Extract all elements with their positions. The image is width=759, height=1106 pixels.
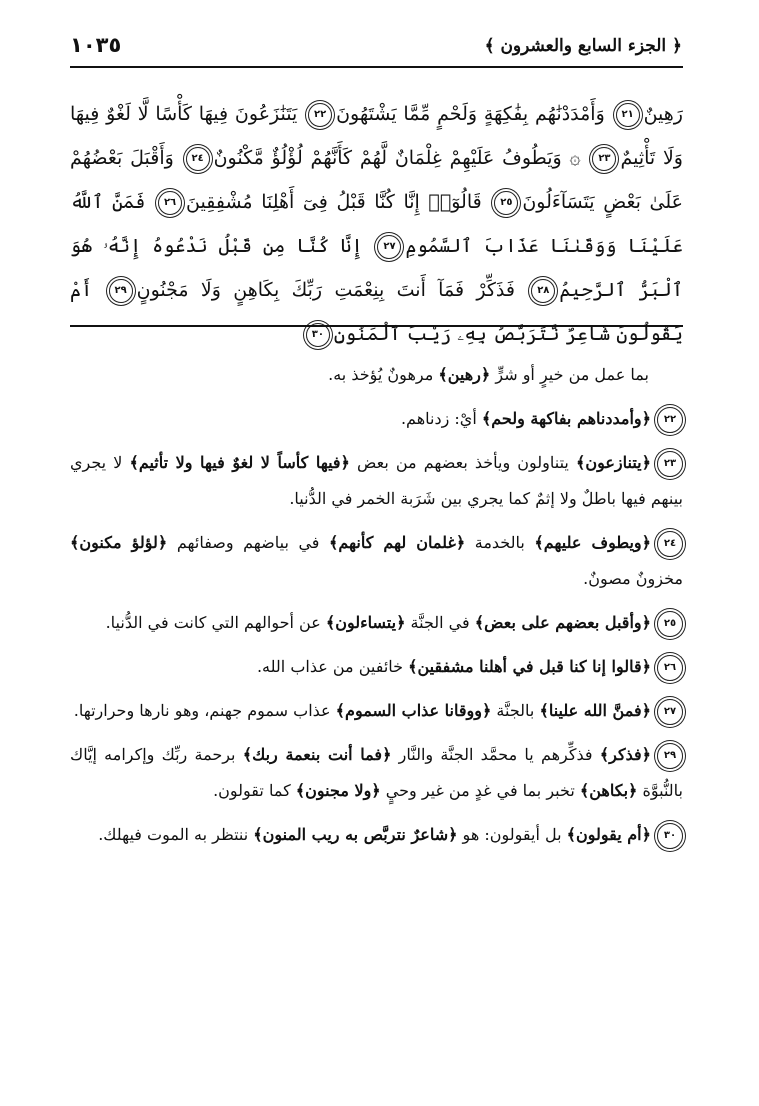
verse-number-marker: ٢٥: [494, 191, 518, 215]
section-divider: [70, 325, 683, 327]
commentary-verse-marker: ٢٩: [657, 743, 683, 769]
quoted-verse-phrase: ﴿قالوا إنا كنا قبل في أهلنا مشفقين﴾: [408, 657, 651, 676]
quoted-verse-phrase: ﴿وأمددناهم بفاكهة ولحم﴾: [481, 409, 651, 428]
quoted-verse-phrase: ﴿ولا مجنون﴾: [295, 781, 381, 800]
quoted-verse-phrase: ﴿يتنازعون﴾: [575, 453, 651, 472]
commentary-text: فذكِّرهم يا محمَّد الجنَّة والنَّار: [391, 745, 600, 764]
quran-text-block: [70, 92, 683, 356]
verse-text: ۞ وَيَطُوفُ عَلَيْهِمْ غِلْمَانٌ لَّهُمْ كَأَنَّهُمْ لُؤْلُؤٌ مَّكْنُونٌ: [213, 147, 581, 169]
verse-text: أَمْ يَقُولُونَ شَاعِرٌ نَّتَرَبَّصُ بِهِۦ رَيْبَ ٱلْمَنُونِ: [70, 279, 683, 345]
commentary-entry: [70, 693, 683, 729]
verse-number-marker: ٢٢: [308, 103, 332, 127]
commentary-text: ننتظر به الموت فيهلك.: [98, 825, 254, 844]
quoted-verse-phrase: ﴿شاعرٌ نتربَّص به ريب المنون﴾: [253, 825, 458, 844]
quoted-verse-phrase: ﴿رهين﴾: [438, 365, 491, 384]
commentary-text: مخزونٌ مصونٌ.: [583, 569, 683, 588]
verse-text: قَالُوٓا۟ إِنَّا كُنَّا قَبْلُ فِىٓ أَهْلِنَا مُشْفِقِينَ: [186, 191, 482, 213]
verse-text: يَتَنَٰزَعُونَ فِيهَا كَأْسًا لَّا لَغْوٌ فِيهَا وَلَا تَأْثِيمٌ: [70, 103, 683, 169]
quoted-verse-phrase: ﴿فذكر﴾: [599, 745, 651, 764]
commentary-block: [70, 357, 683, 861]
commentary-text: بالجنَّة: [491, 701, 540, 720]
commentary-text: مرهونٌ يُؤخذ به.: [328, 365, 439, 384]
commentary-verse-marker: ٢٤: [657, 531, 683, 557]
page-number: ١٠٣٥: [70, 33, 122, 57]
verse-text: وَأَمْدَدْنَٰهُم بِفَٰكِهَةٍ وَلَحْمٍ مِّمَّا يَشْتَهُونَ: [336, 103, 605, 125]
quoted-verse-phrase: ﴿بكاهن﴾: [579, 781, 638, 800]
quoted-verse-phrase: ﴿فما أنت بنعمة ربك﴾: [242, 745, 392, 764]
verse-number-marker: ٣٠: [306, 323, 330, 347]
commentary-verse-marker: ٢٧: [657, 699, 683, 725]
commentary-text: بما عمل من خيرٍ أو شرٍّ: [490, 365, 649, 384]
verse-number-marker: ٢١: [616, 103, 640, 127]
commentary-verse-marker: ٢٢: [657, 407, 683, 433]
quoted-verse-phrase: ﴿فيها كأساً لا لغوٌ فيها ولا تأثيم﴾: [129, 453, 350, 472]
verse-number-marker: ٢٨: [531, 279, 555, 303]
running-title: ﴿ الجزء السابع والعشرون ﴾: [484, 35, 682, 56]
verse-number-marker: ٢٧: [377, 235, 401, 259]
quoted-verse-phrase: ﴿يتساءلون﴾: [325, 613, 406, 632]
quoted-verse-phrase: ﴿أم يقولون﴾: [566, 825, 651, 844]
commentary-entry: [70, 817, 683, 853]
commentary-text: في بياضهم وصفائهم: [167, 533, 329, 552]
verse-number-marker: ٢٣: [592, 147, 616, 171]
commentary-entry: [70, 445, 683, 517]
commentary-verse-marker: ٣٠: [657, 823, 683, 849]
commentary-entry: [70, 401, 683, 437]
commentary-text: بل أيقولون: هو: [457, 825, 567, 844]
quoted-verse-phrase: ﴿وأقبل بعضهم على بعض﴾: [474, 613, 651, 632]
quoted-verse-phrase: ﴿ويطوف عليهم﴾: [534, 533, 652, 552]
commentary-verse-marker: ٢٦: [657, 655, 683, 681]
page-header: [70, 28, 682, 62]
verse-number-marker: ٢٦: [158, 191, 182, 215]
commentary-verse-marker: ٢٣: [657, 451, 683, 477]
commentary-text: خائفين من عذاب الله.: [256, 657, 409, 676]
commentary-text: كما تقولون.: [213, 781, 296, 800]
commentary-entry: [70, 357, 683, 393]
verse-number-marker: ٢٤: [186, 147, 210, 171]
commentary-entry: [70, 525, 683, 597]
commentary-text: عذاب سموم جهنم، وهو نارها وحرارتها.: [73, 701, 336, 720]
quoted-verse-phrase: ﴿فمنَّ الله علينا﴾: [539, 701, 651, 720]
commentary-text: برحمة ربِّك وإكرامه إيَّاك بالنُّبوَّة: [70, 745, 683, 800]
verse-number-marker: ٢٩: [109, 279, 133, 303]
commentary-entry: [70, 649, 683, 685]
verse-text: فَذَكِّرْ فَمَآ أَنتَ بِنِعْمَتِ رَبِّكَ بِكَاهِنٍ وَلَا مَجْنُونٍ: [136, 279, 515, 301]
commentary-text: بالخدمة: [465, 533, 535, 552]
verse-text: وَأَقْبَلَ بَعْضُهُمْ عَلَىٰ بَعْضٍ يَتَسَآءَلُونَ: [70, 147, 684, 213]
verse-text: فَمَنَّ ٱللَّهُ عَلَيْنَا وَوَقَىٰنَا عَذَابَ ٱلسَّمُومِ: [70, 191, 683, 257]
verse-text: رَهِينٌ: [643, 103, 683, 125]
quoted-verse-phrase: ﴿لؤلؤ مكنون﴾: [70, 533, 168, 552]
commentary-entry: [70, 605, 683, 641]
commentary-text: تخبر بما في غدٍ من غير وحيٍ: [380, 781, 580, 800]
header-rule: [70, 66, 683, 68]
quoted-verse-phrase: ﴿ووقانا عذاب السموم﴾: [335, 701, 492, 720]
commentary-text: يتناولون ويأخذ بعضهم من بعض: [349, 453, 576, 472]
commentary-text: عن أحوالهم التي كانت في الدُّنيا.: [105, 613, 326, 632]
commentary-entry: [70, 737, 683, 809]
commentary-text: لا يجري بينهم فيها باطلٌ ولا إثمٌ كما يجري بين شَرَبة الخمر في الدُّنيا.: [70, 453, 683, 508]
quoted-verse-phrase: ﴿غلمان لهم كأنهم﴾: [329, 533, 466, 552]
commentary-text: في الجنَّة: [405, 613, 475, 632]
commentary-verse-marker: ٢٥: [657, 611, 683, 637]
verse-text: إِنَّا كُنَّا مِن قَبْلُ نَدْعُوهُ إِنَّهُۥ هُوَ ٱلْبَرُّ ٱلرَّحِيمُ: [70, 235, 683, 301]
commentary-text: أيْ: زدناهم.: [400, 409, 482, 428]
